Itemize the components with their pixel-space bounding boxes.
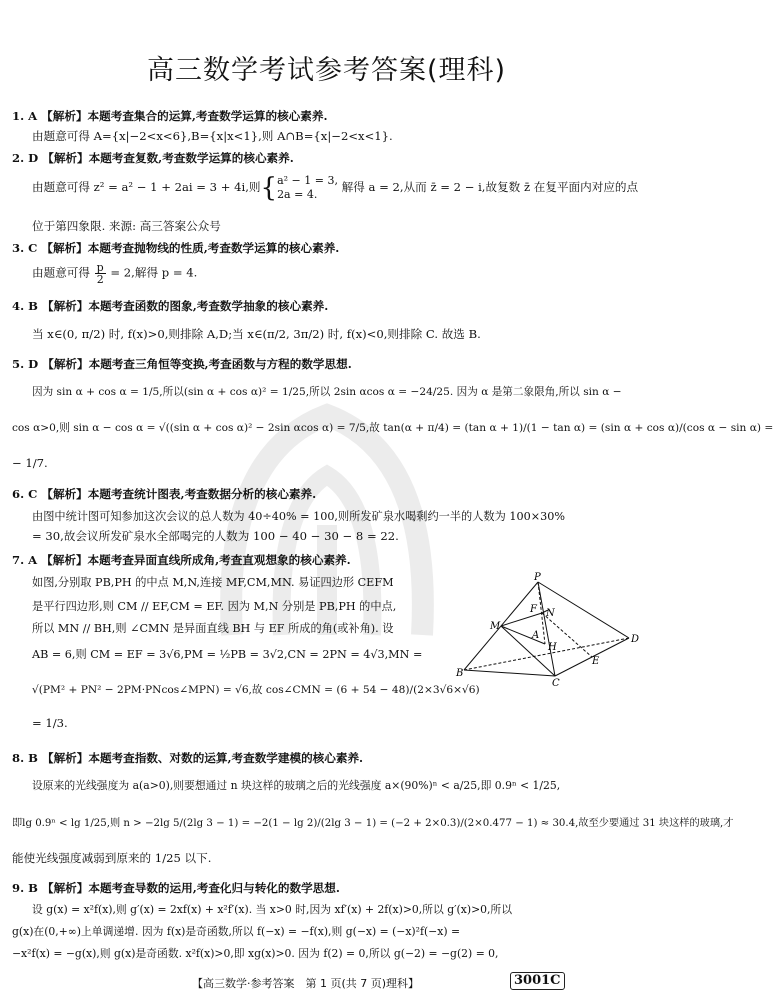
q5-line1: 因为 sin α + cos α = 1/5,所以(sin α + cos α)² = 1/25,所以 2sin αcos α = −24/25. 因为 α 是第二象限角,所以 sin α − xyxy=(32,386,622,398)
q8-line1: 设原来的光线强度为 a(a>0),则要想通过 n 块这样的玻璃之后的光线强度 a×(90%)ⁿ < a/25,即 0.9ⁿ < 1/25, xyxy=(32,779,561,792)
fig-label-p: P xyxy=(534,572,541,583)
fig-label-m: M xyxy=(490,621,501,632)
q3-line1-a: 由题意可得 xyxy=(32,265,90,280)
q5-head: 5. D 【解析】本题考查三角恒等变换,考查函数与方程的数学思想. xyxy=(12,357,352,371)
fig-label-c: C xyxy=(552,678,560,689)
fig-label-d: D xyxy=(631,634,640,645)
q6-line1: 由图中统计图可知参加这次会议的总人数为 40÷40% = 100,则所发矿泉水喝剩约一半的人数为 100×30% xyxy=(32,510,565,523)
q1-head: 1. A 【解析】本题考查集合的运算,考查数学运算的核心素养. xyxy=(12,109,328,123)
q5-line2: cos α>0,则 sin α − cos α = √((sin α + cos α)² − 2sin αcos α) = 7/5,故 tan(α + π/4) = (tan α + 1)/(1 − tan α) = (sin α + cos α)/(cos α − sin α) = xyxy=(12,422,773,434)
q3-frac-den: 2 xyxy=(96,273,104,286)
q3-frac-num: p xyxy=(96,261,104,274)
q7-line5: √(PM² + PN² − 2PM·PNcos∠MPN) = √6,故 cos∠CMN = (6 + 54 − 48)/(2×3√6×√6) xyxy=(32,684,480,696)
q4-line1: 当 x∈(0, π/2) 时, f(x)>0,则排除 A,D;当 x∈(π/2, 3π/2) 时, f(x)<0,则排除 C. 故选 B. xyxy=(32,327,481,341)
q2-head: 2. D 【解析】本题考查复数,考查数学运算的核心素养. xyxy=(12,151,294,165)
exam-code-badge: 3001C xyxy=(510,972,565,990)
q5-line3: − 1/7. xyxy=(12,456,48,470)
footer-text: 【高三数学·参考答案 第 1 页(共 7 页)理科】 xyxy=(192,977,420,990)
q9-line1: 设 g(x) = x²f(x),则 g′(x) = 2xf(x) + x²f′(x). 当 x>0 时,因为 xf′(x) + 2f(x)>0,所以 g′(x)>0,所以 xyxy=(32,903,513,916)
q4-head: 4. B 【解析】本题考查函数的图象,考查数学抽象的核心素养. xyxy=(12,299,329,313)
q7-line2: 是平行四边形,则 CM // EF,CM = EF. 因为 M,N 分别是 PB,PH 的中点, xyxy=(32,600,397,613)
q3-head: 3. C 【解析】本题考查抛物线的性质,考查数学运算的核心素养. xyxy=(12,241,340,255)
q2-system xyxy=(277,174,338,202)
q6-head: 6. C 【解析】本题考查统计图表,考查数据分析的核心素养. xyxy=(12,487,317,501)
fig-label-e: E xyxy=(592,656,600,667)
q7-line6: = 1/3. xyxy=(32,716,68,730)
q2-sys1: a² − 1 = 3, xyxy=(277,174,338,187)
q9-head: 9. B 【解析】本题考查导数的运用,考查化归与转化的数学思想. xyxy=(12,881,340,895)
q1-line1: 由题意可得 A={x|−2<x<6},B={x|x<1},则 A∩B={x|−2<x<1}. xyxy=(32,129,393,143)
q8-line2: 即lg 0.9ⁿ < lg 1/25,则 n > −2lg 5/(2lg 3 − 1) = −2(1 − lg 2)/(2lg 3 − 1) = (−2 + 2×0.3)/(2×0.477 − 1) ≈ 30.4,故至少要通过 31 块这样的玻璃,才 xyxy=(12,818,734,829)
q2-line1-b: 解得 a = 2,从而 z̄ = 2 − i,故复数 z̄ 在复平面内对应的点 xyxy=(341,180,639,194)
page-title: 高三数学考试参考答案(理科) xyxy=(146,55,507,86)
q6-line2: = 30,故会议所发矿泉水全部喝完的人数为 100 − 40 − 30 − 8 = 22. xyxy=(32,529,399,543)
fig-label-n: N xyxy=(546,608,555,619)
q2-line1 xyxy=(32,173,637,203)
q7-line1: 如图,分别取 PB,PH 的中点 M,N,连接 MF,CM,MN. 易证四边形 CEFM xyxy=(32,576,394,589)
q9-line2: g(x)在(0,+∞)上单调递增. 因为 f(x)是奇函数,所以 f(−x) = −f(x),则 g(−x) = (−x)²f(−x) = xyxy=(12,925,461,938)
q2-line2: 位于第四象限. 来源: 高三答案公众号 xyxy=(32,219,221,233)
q2-sys2: 2a = 4. xyxy=(277,188,318,201)
q7-head: 7. A 【解析】本题考查异面直线所成角,考查直观想象的核心素养. xyxy=(12,553,351,567)
q3-line1-b: = 2,解得 p = 4. xyxy=(110,265,198,280)
fig-label-a: A xyxy=(532,630,540,641)
q8-head: 8. B 【解析】本题考查指数、对数的运算,考查数学建模的核心素养. xyxy=(12,751,364,765)
q3-fraction xyxy=(95,262,106,285)
q2-line1-a: 由题意可得 z² = a² − 1 + 2ai = 3 + 4i,则 xyxy=(32,180,261,194)
pyramid-figure xyxy=(452,572,647,687)
fig-label-b: B xyxy=(456,668,464,679)
q7-line4: AB = 6,则 CM = EF = 3√6,PM = ½PB = 3√2,CN = 2PN = 4√3,MN = xyxy=(32,648,423,661)
q9-line3: −x²f(x) = −g(x),则 g(x)是奇函数. x²f(x)>0,即 xg(x)>0. 因为 f(2) = 0,所以 g(−2) = −g(2) = 0, xyxy=(12,947,499,960)
q8-line3: 能使光线强度减弱到原来的 1/25 以下. xyxy=(12,851,212,865)
q3-line1 xyxy=(32,262,637,285)
brace-symbol: { xyxy=(260,173,278,203)
fig-label-h: H xyxy=(548,642,557,653)
fig-label-f: F xyxy=(530,604,537,615)
q7-line3: 所以 MN // BH,则 ∠CMN 是异面直线 BH 与 EF 所成的角(或补角). 设 xyxy=(32,622,394,635)
